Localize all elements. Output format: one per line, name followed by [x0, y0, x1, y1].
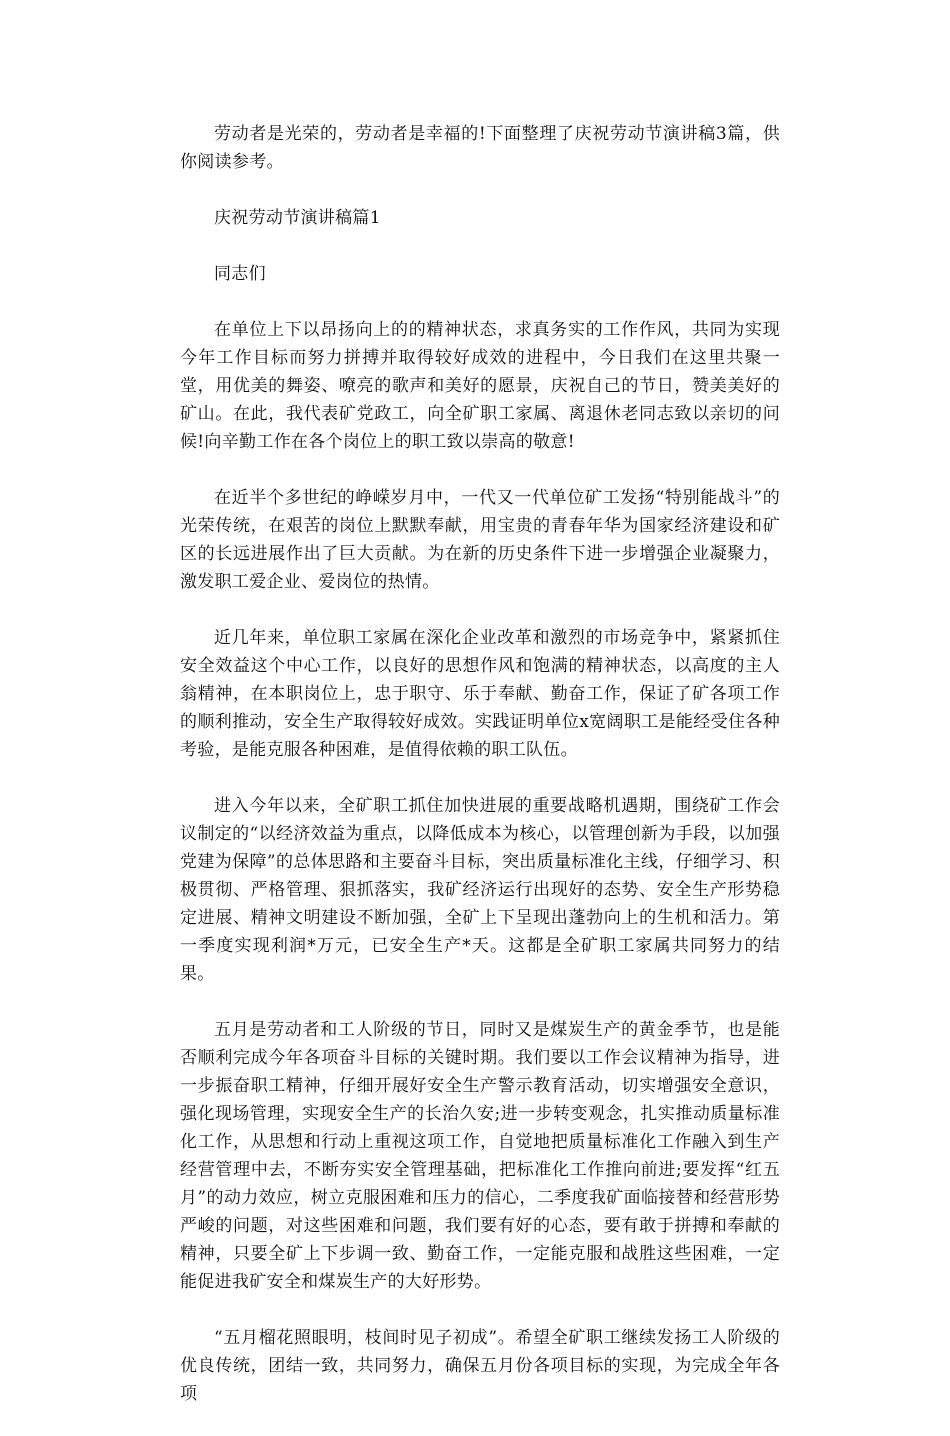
body-paragraph-5: 五月是劳动者和工人阶级的节日，同时又是煤炭生产的黄金季节，也是能否顺利完成今年各项奋斗目标的关键时期。我们要以工作会议精神为指导，进一步振奋职工精神，仔细开展好安全生产警示教育活动，切实增强安全意识，强化现场管理，实现安全生产的长治久安;进一步转变观念，扎实推动质量标准化工作，从思想和行动上重视这项工作，自觉地把质量标准化工作融入到生产经营管理中去，不断夯实安全管理基础，把标准化工作推向前进;要发挥“红五月”的动力效应，树立克服困难和压力的信心，二季度我矿面临接替和经营形势严峻的问题，对这些困难和问题，我们要有好的心态，要有敢于拼搏和奉献的精神，只要全矿上下步调一致、勤奋工作，一定能克服和战胜这些困难，一定能促进我矿安全和煤炭生产的大好形势。	[180, 1020, 780, 1292]
document-body	[180, 120, 780, 1436]
salutation: 同志们	[214, 264, 266, 284]
speech-heading: 庆祝劳动节演讲稿篇1	[214, 208, 381, 228]
body-paragraph-2: 在近半个多世纪的峥嵘岁月中，一代又一代单位矿工发扬“特别能战斗”的光荣传统，在艰苦的岗位上默默奉献，用宝贵的青春年华为国家经济建设和矿区的长远进展作出了巨大贡献。为在新的历史条件下进一步增强企业凝聚力，激发职工爱企业、爱岗位的热情。	[180, 488, 780, 592]
body-paragraph-6: “五月榴花照眼明，枝间时见子初成”。希望全矿职工继续发扬工人阶级的优良传统，团结一致，共同努力，确保五月份各项目标的实现，为完成全年各项	[180, 1328, 780, 1404]
body-paragraph-1: 在单位上下以昂扬向上的的精神状态，求真务实的工作作风，共同为实现今年工作目标而努力拼搏并取得较好成效的进程中，今日我们在这里共聚一堂，用优美的舞姿、嘹亮的歌声和美好的愿景，庆祝自己的节日，赞美美好的矿山。在此，我代表矿党政工，向全矿职工家属、离退休老同志致以亲切的问候!向辛勤工作在各个岗位上的职工致以崇高的敬意!	[180, 320, 780, 452]
body-paragraph-4: 进入今年以来，全矿职工抓住加快进展的重要战略机遇期，围绕矿工作会议制定的“以经济效益为重点，以降低成本为核心，以管理创新为手段，以加强党建为保障”的总体思路和主要奋斗目标，突出质量标准化主线，仔细学习、积极贯彻、严格管理、狠抓落实，我矿经济运行出现好的态势、安全生产形势稳定进展、精神文明建设不断加强，全矿上下呈现出蓬勃向上的生机和活力。第一季度实现利润*万元，已安全生产*天。这都是全矿职工家属共同努力的结果。	[180, 796, 780, 984]
body-paragraph-3: 近几年来，单位职工家属在深化企业改革和激烈的市场竞争中，紧紧抓住安全效益这个中心工作，以良好的思想作风和饱满的精神状态，以高度的主人翁精神，在本职岗位上，忠于职守、乐于奉献、勤奋工作，保证了矿各项工作的顺利推动，安全生产取得较好成效。实践证明单位x宽阔职工是能经受住各种考验，是能克服各种困难，是值得依赖的职工队伍。	[180, 628, 780, 760]
intro-paragraph: 劳动者是光荣的，劳动者是幸福的!下面整理了庆祝劳动节演讲稿3篇，供你阅读参考。	[180, 124, 780, 172]
